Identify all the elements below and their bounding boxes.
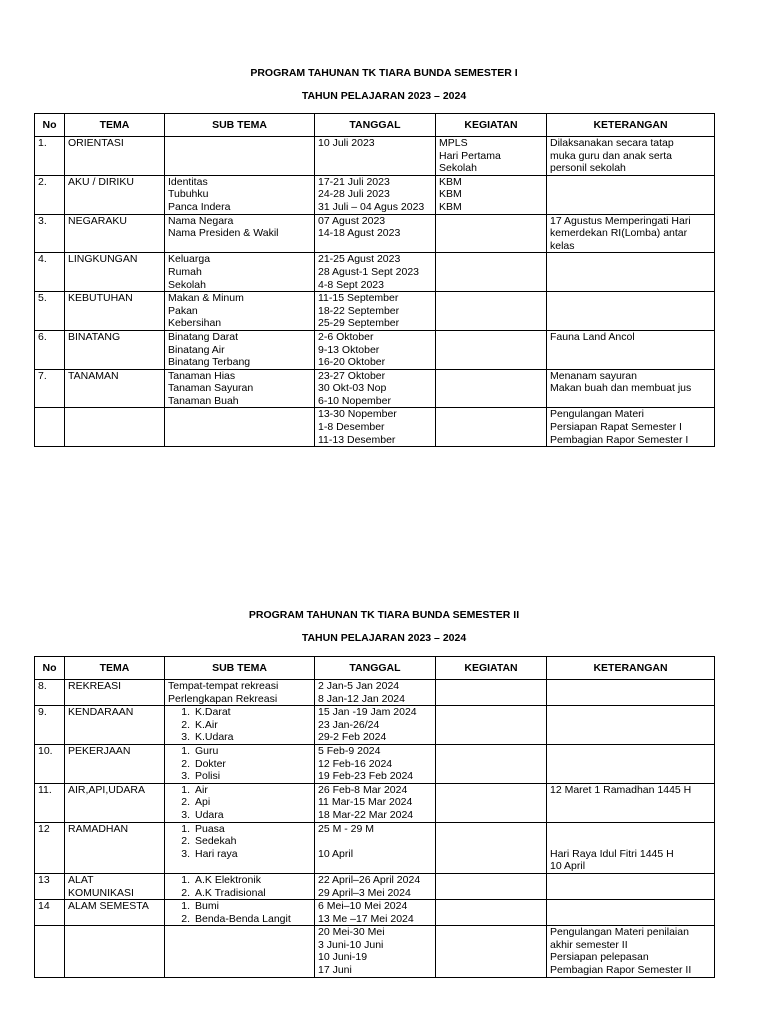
semester2-table <box>34 656 715 978</box>
sub-tema-text: K.Air <box>195 718 218 731</box>
cell-kegiatan <box>436 680 547 706</box>
cell-no: 3. <box>35 214 65 253</box>
sub-tema-text: Api <box>195 796 211 809</box>
kegiatan-line: KBM <box>439 175 462 188</box>
tanggal-line: 9-13 Oktober <box>318 343 380 356</box>
cell-tanggal <box>315 330 436 369</box>
keterangan-line: Dilaksanakan secara tatap <box>550 137 674 149</box>
cell-no: 14 <box>35 900 65 926</box>
list-number: 2. <box>181 835 190 848</box>
keterangan-line: Persiapan Rapat Semester I <box>550 421 682 434</box>
cell-keterangan <box>547 137 715 176</box>
tema-text: BINATANG <box>68 330 121 343</box>
tema-text: ALAT KOMUNIKASI <box>68 873 134 899</box>
tema-text: RAMADHAN <box>68 822 129 835</box>
cell-kegiatan <box>436 822 547 873</box>
sub-tema-line <box>168 913 311 926</box>
cell-tema <box>65 137 165 176</box>
semester2-title: PROGRAM TAHUNAN TK TIARA BUNDA SEMESTER II <box>248 609 520 621</box>
cell-keterangan <box>547 292 715 331</box>
sub-tema-text: K.Darat <box>195 706 231 719</box>
sub-tema-line <box>168 823 311 836</box>
sub-tema-text: K.Udara <box>195 731 234 744</box>
cell-sub-tema <box>165 744 315 783</box>
column-header-no: No <box>35 657 65 680</box>
cell-tanggal <box>315 744 436 783</box>
semester2-year: TAHUN PELAJARAN 2023 – 2024 <box>301 632 467 644</box>
cell-sub-tema <box>165 706 315 745</box>
table-row <box>35 900 715 926</box>
cell-keterangan <box>547 926 715 977</box>
list-number: 3. <box>181 770 190 783</box>
cell-sub-tema <box>165 137 315 176</box>
cell-tanggal <box>315 680 436 706</box>
cell-no: 9. <box>35 706 65 745</box>
sub-tema-line <box>168 796 311 809</box>
list-number: 1. <box>181 900 190 913</box>
sub-tema-text: Air <box>195 783 208 796</box>
sub-tema-text: Polisi <box>195 770 221 783</box>
cell-tema <box>65 873 165 899</box>
table-row <box>35 680 715 706</box>
cell-tema <box>65 175 165 214</box>
cell-no: 12 <box>35 822 65 873</box>
keterangan-line: personil sekolah <box>550 162 626 175</box>
tanggal-line: 10 April <box>318 847 354 860</box>
keterangan-line: 10 April <box>550 860 586 873</box>
list-number: 2. <box>181 718 190 731</box>
keterangan-line: Makan buah dan membuat jus <box>550 382 692 395</box>
list-number: 1. <box>181 744 190 757</box>
table-row <box>35 873 715 899</box>
table-header-row <box>35 114 715 137</box>
cell-kegiatan <box>436 783 547 822</box>
cell-tema <box>65 706 165 745</box>
sub-tema-line <box>168 809 311 822</box>
blank-line <box>550 835 711 848</box>
cell-tema <box>65 926 165 977</box>
keterangan-line: kemerdekan RI(Lomba) antar <box>550 227 688 240</box>
semester1-table <box>34 113 715 447</box>
cell-kegiatan <box>436 744 547 783</box>
table-row <box>35 253 715 292</box>
cell-keterangan <box>547 408 715 447</box>
tanggal-line: 11-15 September <box>318 292 399 305</box>
column-header-kegiatan: KEGIATAN <box>436 114 547 137</box>
cell-tema <box>65 369 165 408</box>
tanggal-line: 25 M - 29 M <box>318 822 375 835</box>
tanggal-line: 14-18 Agust 2023 <box>318 227 401 240</box>
sub-tema-text: Benda-Benda Langit <box>195 912 291 925</box>
cell-no: 8. <box>35 680 65 706</box>
sub-tema-text: A.K Tradisional <box>195 886 266 899</box>
table-row <box>35 137 715 176</box>
tema-text: REKREASI <box>68 680 122 692</box>
cell-kegiatan <box>436 292 547 331</box>
cell-sub-tema <box>165 680 315 706</box>
sub-tema-line <box>168 900 311 913</box>
tanggal-line: 18 Mar-22 Mar 2024 <box>318 808 414 821</box>
kegiatan-line: KBM <box>439 200 462 213</box>
list-number: 3. <box>181 808 190 821</box>
cell-tanggal <box>315 926 436 977</box>
cell-keterangan <box>547 744 715 783</box>
cell-tanggal <box>315 706 436 745</box>
cell-no: 11. <box>35 783 65 822</box>
keterangan-line: Hari Raya Idul Fitri 1445 H <box>550 847 674 860</box>
column-header-sub-tema: SUB TEMA <box>165 114 315 137</box>
tema-text: AIR,API,UDARA <box>68 783 146 796</box>
cell-sub-tema <box>165 214 315 253</box>
cell-tanggal <box>315 783 436 822</box>
cell-kegiatan <box>436 369 547 408</box>
table-row <box>35 744 715 783</box>
sub-tema-line <box>168 731 311 744</box>
cell-tema <box>65 680 165 706</box>
keterangan-line: Pembagian Rapor Semester II <box>550 964 692 977</box>
sub-tema-text: Hari raya <box>195 847 238 860</box>
table-row <box>35 706 715 745</box>
cell-no: 7. <box>35 369 65 408</box>
cell-sub-tema <box>165 900 315 926</box>
sub-tema-text: Udara <box>195 808 224 821</box>
sub-tema-line <box>168 758 311 771</box>
keterangan-line: Persiapan pelepasan <box>550 951 649 964</box>
column-header-tanggal: TANGGAL <box>315 657 436 680</box>
cell-keterangan <box>547 369 715 408</box>
tema-text: ALAM SEMESTA <box>68 900 149 913</box>
tanggal-line: 16-20 Oktober <box>318 356 386 369</box>
sub-tema-line: Nama Negara <box>168 214 234 227</box>
cell-sub-tema <box>165 873 315 899</box>
cell-no: 2. <box>35 175 65 214</box>
sub-tema-line: Rumah <box>168 265 202 278</box>
cell-no <box>35 926 65 977</box>
sub-tema-line <box>168 835 311 848</box>
cell-no: 1. <box>35 137 65 176</box>
keterangan-line: Fauna Land Ancol <box>550 330 635 343</box>
blank-line <box>550 823 711 836</box>
cell-keterangan <box>547 214 715 253</box>
table-header-row <box>35 657 715 680</box>
sub-tema-line: Keluarga <box>168 253 211 266</box>
table-row <box>35 330 715 369</box>
tanggal-line: 28 Agust-1 Sept 2023 <box>318 265 419 278</box>
tanggal-line: 23-27 Oktober <box>318 369 386 382</box>
tanggal-line: 26 Feb-8 Mar 2024 <box>318 783 408 796</box>
cell-sub-tema <box>165 822 315 873</box>
tema-text: TANAMAN <box>68 369 119 382</box>
cell-keterangan <box>547 822 715 873</box>
sub-tema-line: Identitas <box>168 175 208 188</box>
sub-tema-line: Makan & Minum <box>168 292 244 305</box>
cell-kegiatan <box>436 330 547 369</box>
tanggal-line: 10 Juni-19 <box>318 951 368 964</box>
cell-keterangan <box>547 330 715 369</box>
semester1-year: TAHUN PELAJARAN 2023 – 2024 <box>301 90 467 102</box>
tanggal-line: 21-25 Agust 2023 <box>318 253 401 266</box>
keterangan-line: 17 Agustus Memperingati Hari <box>550 214 691 227</box>
cell-tanggal <box>315 873 436 899</box>
keterangan-line: Pengulangan Materi <box>550 408 644 421</box>
tanggal-line: 30 Okt-03 Nop <box>318 382 387 395</box>
cell-sub-tema <box>165 253 315 292</box>
tanggal-line: 13 Me –17 Mei 2024 <box>318 912 414 925</box>
tanggal-line: 29-2 Feb 2024 <box>318 731 387 744</box>
tanggal-line: 6-10 Nopember <box>318 394 391 407</box>
keterangan-line: muka guru dan anak serta <box>550 149 672 162</box>
cell-sub-tema <box>165 292 315 331</box>
blank-line <box>318 835 432 848</box>
tanggal-line: 2 Jan-5 Jan 2024 <box>318 680 400 692</box>
list-number: 2. <box>181 757 190 770</box>
sub-tema-line: Pakan <box>168 304 198 317</box>
cell-tema <box>65 214 165 253</box>
sub-tema-text: Guru <box>195 744 219 757</box>
cell-keterangan <box>547 873 715 899</box>
column-header-no: No <box>35 114 65 137</box>
sub-tema-text: A.K Elektronik <box>195 873 261 886</box>
sub-tema-line: Binatang Darat <box>168 330 239 343</box>
tanggal-line: 2-6 Oktober <box>318 330 374 343</box>
cell-kegiatan <box>436 137 547 176</box>
cell-keterangan <box>547 783 715 822</box>
table-row <box>35 369 715 408</box>
tanggal-line: 12 Feb-16 2024 <box>318 757 393 770</box>
sub-tema-line: Binatang Air <box>168 343 225 356</box>
tanggal-line: 24-28 Juli 2023 <box>318 188 390 201</box>
kegiatan-line: Sekolah <box>439 162 477 175</box>
kegiatan-line: MPLS <box>439 137 468 149</box>
tema-text: NEGARAKU <box>68 214 127 227</box>
cell-keterangan <box>547 680 715 706</box>
sub-tema-line <box>168 784 311 797</box>
sub-tema-line: Tubuhku <box>168 188 209 201</box>
sub-tema-line: Tempat-tempat rekreasi <box>168 680 279 692</box>
cell-no: 5. <box>35 292 65 331</box>
tanggal-line: 1-8 Desember <box>318 421 385 434</box>
tanggal-line: 3 Juni-10 Juni <box>318 938 384 951</box>
keterangan-line: 12 Maret 1 Ramadhan 1445 H <box>550 783 692 796</box>
tanggal-line: 25-29 September <box>318 317 400 330</box>
sub-tema-line <box>168 874 311 887</box>
list-number: 2. <box>181 796 190 809</box>
keterangan-line: kelas <box>550 239 575 252</box>
tanggal-line: 17-21 Juli 2023 <box>318 175 390 188</box>
table-row <box>35 214 715 253</box>
table-row <box>35 783 715 822</box>
table-row <box>35 822 715 873</box>
cell-no: 10. <box>35 744 65 783</box>
cell-tema <box>65 783 165 822</box>
tema-text: LINGKUNGAN <box>68 253 138 266</box>
cell-tanggal <box>315 137 436 176</box>
cell-tanggal <box>315 175 436 214</box>
cell-tema <box>65 330 165 369</box>
tanggal-line: 22 April–26 April 2024 <box>318 873 421 886</box>
cell-no: 6. <box>35 330 65 369</box>
semester1-title: PROGRAM TAHUNAN TK TIARA BUNDA SEMESTER I <box>250 67 518 79</box>
column-header-tanggal: TANGGAL <box>315 114 436 137</box>
tanggal-line: 20 Mei-30 Mei <box>318 926 385 939</box>
cell-tema <box>65 253 165 292</box>
tanggal-line: 8 Jan-12 Jan 2024 <box>318 692 405 705</box>
tema-text: KEBUTUHAN <box>68 292 133 305</box>
cell-keterangan <box>547 900 715 926</box>
cell-kegiatan <box>436 900 547 926</box>
keterangan-line: akhir semester II <box>550 938 628 951</box>
cell-tanggal <box>315 900 436 926</box>
cell-tanggal <box>315 292 436 331</box>
list-number: 1. <box>181 873 190 886</box>
keterangan-line: Menanam sayuran <box>550 369 637 382</box>
column-header-keterangan: KETERANGAN <box>547 657 715 680</box>
cell-tanggal <box>315 822 436 873</box>
sub-tema-line <box>168 848 311 861</box>
tanggal-line: 11-13 Desember <box>318 433 396 446</box>
cell-tanggal <box>315 253 436 292</box>
tanggal-line: 31 Juli – 04 Agus 2023 <box>318 200 425 213</box>
cell-no <box>35 408 65 447</box>
sub-tema-line: Panca Indera <box>168 200 231 213</box>
cell-sub-tema <box>165 369 315 408</box>
tema-text: KENDARAAN <box>68 706 134 719</box>
cell-tema <box>65 744 165 783</box>
sub-tema-line: Tanaman Hias <box>168 369 236 382</box>
list-number: 1. <box>181 822 190 835</box>
sub-tema-line: Binatang Terbang <box>168 356 251 369</box>
sub-tema-line <box>168 770 311 783</box>
tanggal-line: 13-30 Nopember <box>318 408 397 421</box>
cell-kegiatan <box>436 408 547 447</box>
tanggal-line: 15 Jan -19 Jam 2024 <box>318 706 417 719</box>
sub-tema-line: Tanaman Buah <box>168 394 239 407</box>
cell-tema <box>65 822 165 873</box>
keterangan-line: Pengulangan Materi penilaian <box>550 926 689 939</box>
keterangan-line: Pembagian Rapor Semester I <box>550 433 689 446</box>
tanggal-line: 6 Mei–10 Mei 2024 <box>318 900 408 913</box>
tanggal-line: 5 Feb-9 2024 <box>318 744 381 757</box>
cell-no: 13 <box>35 873 65 899</box>
tanggal-line: 29 April–3 Mei 2024 <box>318 886 411 899</box>
list-number: 2. <box>181 912 190 925</box>
sub-tema-line <box>168 706 311 719</box>
cell-tema <box>65 900 165 926</box>
sub-tema-line <box>168 719 311 732</box>
list-number: 2. <box>181 886 190 899</box>
sub-tema-line: Perlengkapan Rekreasi <box>168 692 278 705</box>
tanggal-line: 11 Mar-15 Mar 2024 <box>318 796 413 809</box>
table-row <box>35 292 715 331</box>
list-number: 3. <box>181 731 190 744</box>
tanggal-line: 07 Agust 2023 <box>318 214 386 227</box>
sub-tema-line: Nama Presiden & Wakil <box>168 227 279 240</box>
cell-tema <box>65 408 165 447</box>
sub-tema-line: Kebersihan <box>168 317 222 330</box>
list-number: 1. <box>181 706 190 719</box>
sub-tema-line: Sekolah <box>168 278 206 291</box>
sub-tema-line <box>168 745 311 758</box>
cell-tanggal <box>315 369 436 408</box>
column-header-keterangan: KETERANGAN <box>547 114 715 137</box>
column-header-tema: TEMA <box>65 114 165 137</box>
cell-tanggal <box>315 214 436 253</box>
tanggal-line: 10 Juli 2023 <box>318 137 375 149</box>
sub-tema-text: Puasa <box>195 822 225 835</box>
sub-tema-text: Sedekah <box>195 835 237 848</box>
tanggal-line: 4-8 Sept 2023 <box>318 278 384 291</box>
cell-sub-tema <box>165 330 315 369</box>
column-header-sub-tema: SUB TEMA <box>165 657 315 680</box>
cell-kegiatan <box>436 873 547 899</box>
sub-tema-line: Tanaman Sayuran <box>168 382 254 395</box>
tema-text: PEKERJAAN <box>68 744 131 757</box>
cell-sub-tema <box>165 175 315 214</box>
tema-text: ORIENTASI <box>68 137 124 149</box>
cell-kegiatan <box>436 214 547 253</box>
cell-keterangan <box>547 706 715 745</box>
tanggal-line: 23 Jan-26/24 <box>318 718 380 731</box>
cell-kegiatan <box>436 926 547 977</box>
list-number: 3. <box>181 847 190 860</box>
cell-kegiatan <box>436 706 547 745</box>
cell-keterangan <box>547 253 715 292</box>
column-header-tema: TEMA <box>65 657 165 680</box>
list-number: 1. <box>181 783 190 796</box>
table-row <box>35 175 715 214</box>
tanggal-line: 18-22 September <box>318 304 400 317</box>
tema-text: AKU / DIRIKU <box>68 175 134 188</box>
sub-tema-text: Dokter <box>195 757 226 770</box>
kegiatan-line: KBM <box>439 188 462 201</box>
cell-sub-tema <box>165 783 315 822</box>
cell-sub-tema <box>165 926 315 977</box>
sub-tema-line <box>168 887 311 900</box>
sub-tema-text: Bumi <box>195 900 219 913</box>
cell-kegiatan <box>436 175 547 214</box>
cell-keterangan <box>547 175 715 214</box>
cell-tema <box>65 292 165 331</box>
cell-tanggal <box>315 408 436 447</box>
cell-sub-tema <box>165 408 315 447</box>
table-row <box>35 408 715 447</box>
column-header-kegiatan: KEGIATAN <box>436 657 547 680</box>
tanggal-line: 19 Feb-23 Feb 2024 <box>318 770 414 783</box>
table-row <box>35 926 715 977</box>
cell-no: 4. <box>35 253 65 292</box>
cell-kegiatan <box>436 253 547 292</box>
tanggal-line: 17 Juni <box>318 964 352 977</box>
kegiatan-line: Hari Pertama <box>439 149 501 162</box>
